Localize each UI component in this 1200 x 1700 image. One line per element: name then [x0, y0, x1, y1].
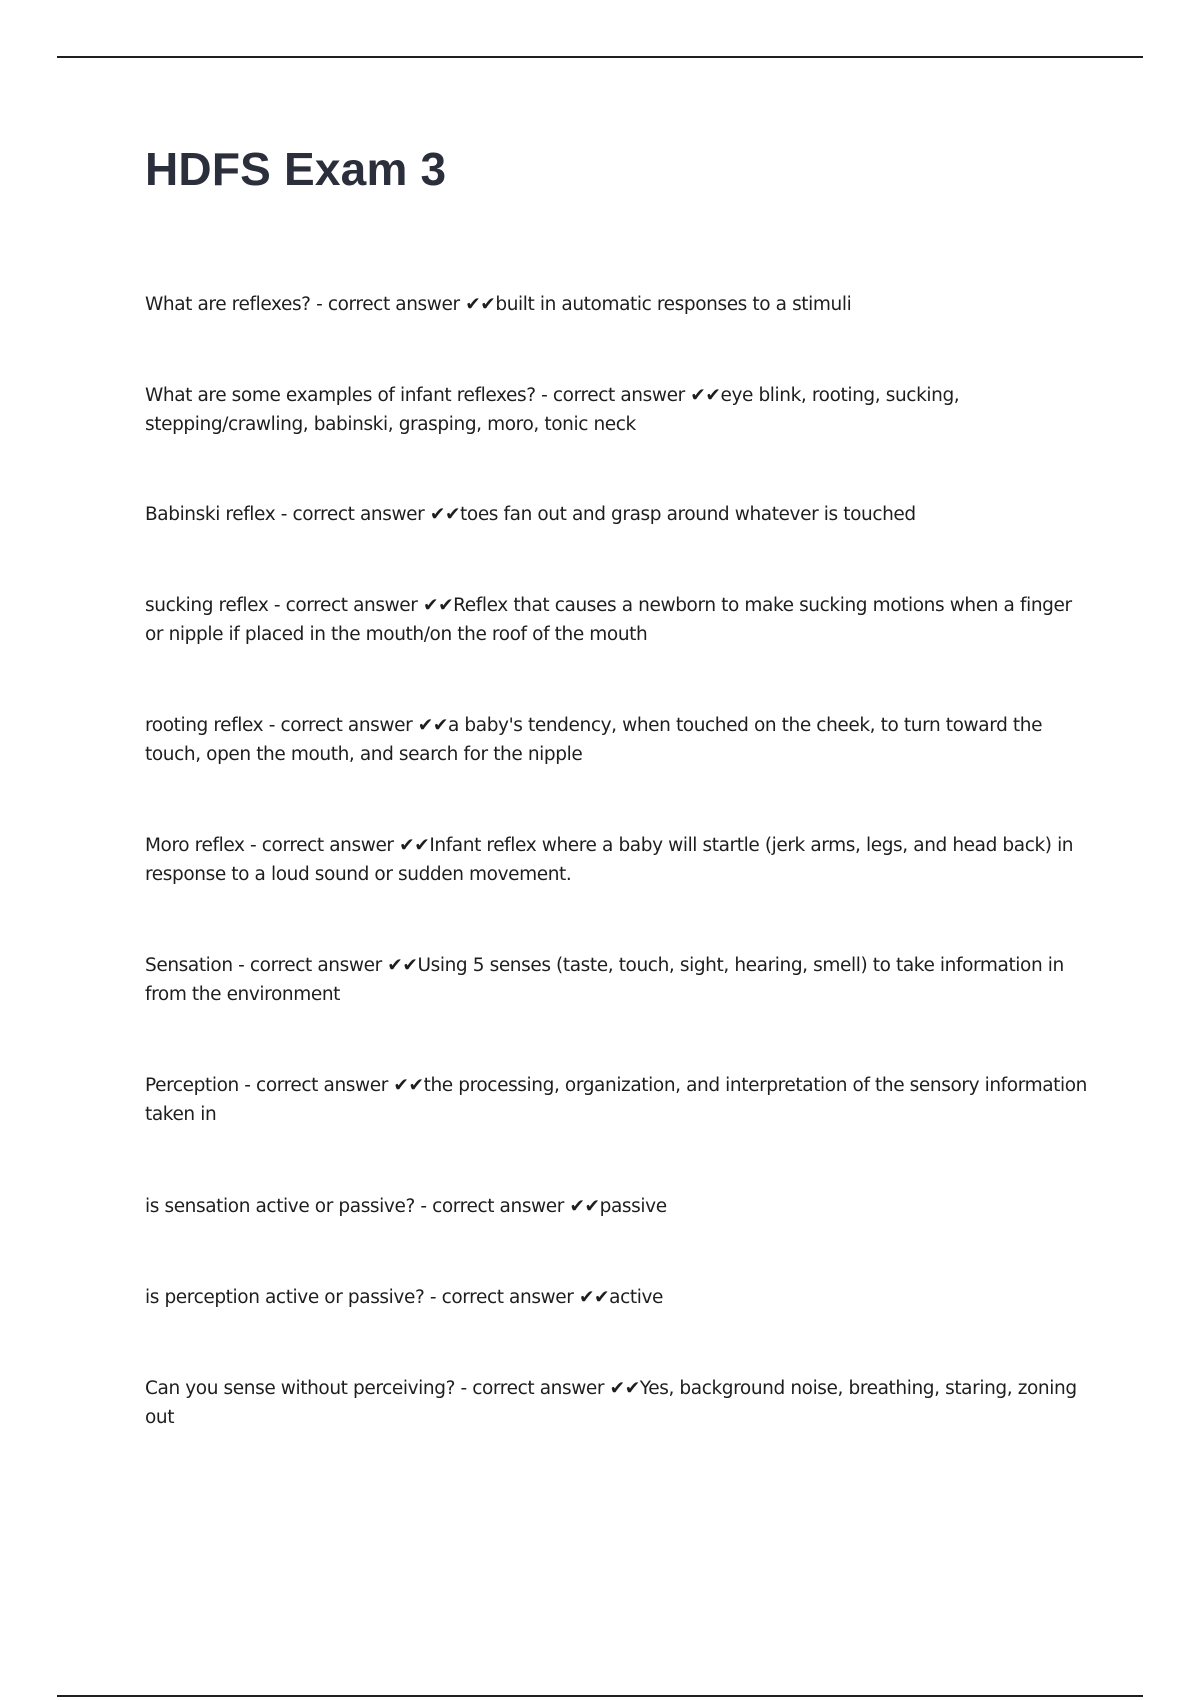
qa-item-sense-without-perceiving: Can you sense without perceiving? - correct answer ✔✔Yes, background noise, breathing, staring, zoning out: [145, 1378, 1077, 1428]
qa-item-sensation: Sensation - correct answer ✔✔Using 5 senses (taste, touch, sight, hearing, smell) to take information in from the environment: [145, 955, 1064, 1005]
qa-item-moro-reflex: Moro reflex - correct answer ✔✔Infant reflex where a baby will startle (jerk arms, legs, and head back) in response to a loud sound or sudden movement.: [145, 835, 1074, 885]
top-rule: [57, 56, 1143, 58]
qa-item-perception-active-passive: is perception active or passive? - correct answer ✔✔active: [145, 1287, 663, 1308]
qa-item-sensation-active-passive: is sensation active or passive? - correct answer ✔✔passive: [145, 1196, 667, 1217]
qa-item-sucking-reflex: sucking reflex - correct answer ✔✔Reflex that causes a newborn to make sucking motions when a finger or nipple if placed in the mouth/on the roof of the mouth: [145, 595, 1072, 645]
bottom-rule: [57, 1695, 1143, 1697]
qa-item-reflexes: What are reflexes? - correct answer ✔✔built in automatic responses to a stimuli: [145, 294, 852, 315]
qa-item-perception: Perception - correct answer ✔✔the processing, organization, and interpretation of the sensory information taken in: [145, 1075, 1087, 1125]
qa-item-babinski-reflex: Babinski reflex - correct answer ✔✔toes fan out and grasp around whatever is touched: [145, 504, 916, 525]
page-title: HDFS Exam 3: [145, 143, 447, 195]
qa-item-infant-reflex-examples: What are some examples of infant reflexes? - correct answer ✔✔eye blink, rooting, sucking, stepping/crawling, babinski, grasping, moro, tonic neck: [145, 385, 960, 435]
qa-item-rooting-reflex: rooting reflex - correct answer ✔✔a baby's tendency, when touched on the cheek, to turn toward the touch, open the mouth, and search for the nipple: [145, 715, 1043, 765]
